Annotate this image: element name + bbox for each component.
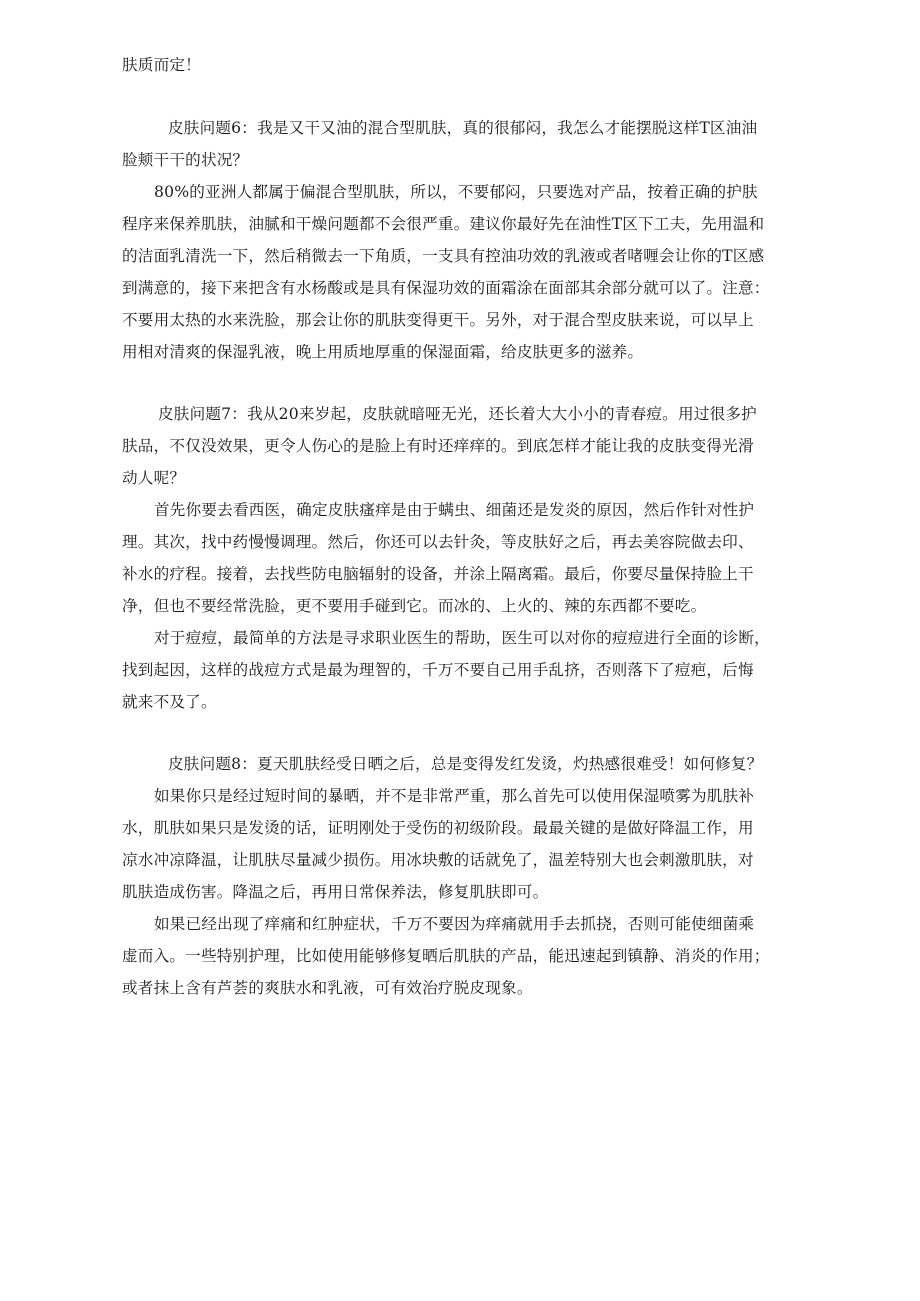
- answer-8-line: 或者抹上含有芦荟的爽肤水和乳液，可有效治疗脱皮现象。: [122, 979, 533, 997]
- answer-6-line: 用相对清爽的保湿乳液，晚上用质地厚重的保湿面霜，给皮肤更多的滋养。: [122, 343, 644, 361]
- answer-8-line: 虚而入。一些特别护理，比如使用能够修复晒后肌肤的产品，能迅速起到镇静、消炎的作用；: [122, 947, 770, 965]
- question-6-line: 脸颊干干的状况？: [122, 151, 249, 169]
- question-7-line: 动人呢？: [122, 469, 186, 487]
- answer-6-line: 80%的亚洲人都属于偏混合型肌肤，所以，不要郁闷，只要选对产品，按着正确的护肤: [154, 183, 758, 201]
- answer-7-line: 就来不及了。: [122, 693, 217, 711]
- answer-7-line: 净，但也不要经常洗脸，更不要用手碰到它。而冰的、上火的、辣的东西都不要吃。: [122, 597, 707, 615]
- answer-7-line: 找到起因，这样的战痘方式是最为理智的，千万不要自己用手乱挤，否则落下了痘疤，后悔: [122, 661, 754, 679]
- question-7-line: 肤品，不仅没效果，更令人伤心的是脸上有时还痒痒的。到底怎样才能让我的皮肤变得光滑: [122, 437, 754, 455]
- question-6-line: 皮肤问题6：我是又干又油的混合型肌肤，真的很郁闷，我怎么才能摆脱这样T区油油: [168, 119, 758, 137]
- answer-6-line: 程序来保养肌肤，油腻和干燥问题都不会很严重。建议你最好先在油性T区下工夫，先用温和: [122, 215, 765, 233]
- answer-8-line: 如果你只是经过短时间的暴晒，并不是非常严重，那么首先可以使用保湿喷雾为肌肤补: [154, 787, 755, 805]
- answer-6-line: 不要用太热的水来洗脸，那会让你的肌肤变得更干。另外，对于混合型皮肤来说，可以早上: [122, 311, 754, 329]
- answer-7-line: 首先你要去看西医，确定皮肤瘙痒是由于螨虫、细菌还是发炎的原因，然后作针对性护: [154, 501, 755, 519]
- answer-8-line: 肌肤造成伤害。降温之后，再用日常保养法，修复肌肤即可。: [122, 883, 549, 901]
- answer-8-line: 如果已经出现了痒痛和红肿症状，千万不要因为痒痛就用手去抓挠，否则可能使细菌乘: [154, 915, 755, 933]
- answer-7-line: 对于痘痘，最简单的方法是寻求职业医生的帮助，医生可以对你的痘痘进行全面的诊断，: [154, 629, 770, 647]
- question-7-line: 皮肤问题7：我从20来岁起，皮肤就暗哑无光，还长着大大小小的青春痘。用过很多护: [158, 405, 757, 423]
- answer-8-line: 水，肌肤如果只是发烫的话，证明刚处于受伤的初级阶段。最最关键的是做好降温工作，用: [122, 819, 754, 837]
- answer-7-line: 理。其次，找中药慢慢调理。然后，你还可以去针灸，等皮肤好之后，再去美容院做去印、: [122, 533, 754, 551]
- question-8-line: 皮肤问题8：夏天肌肤经受日晒之后，总是变得发红发烫，灼热感很难受！如何修复？: [168, 755, 763, 773]
- answer-6-line: 到满意的，接下来把含有水杨酸或是具有保湿功效的面霜涂在面部其余部分就可以了。注意：: [122, 279, 770, 297]
- answer-6-line: 的洁面乳清洗一下，然后稍微去一下角质，一支具有控油功效的乳液或者啫喱会让你的T区感: [122, 247, 765, 265]
- answer-8-line: 凉水冲凉降温，让肌肤尽量减少损伤。用冰块敷的话就免了，温差特别大也会刺激肌肤，对: [122, 851, 754, 869]
- answer-7-line: 补水的疗程。接着，去找些防电脑辐射的设备，并涂上隔离霜。最后，你要尽量保持脸上干: [122, 565, 754, 583]
- intro-text-line: 肤质而定！: [122, 56, 201, 74]
